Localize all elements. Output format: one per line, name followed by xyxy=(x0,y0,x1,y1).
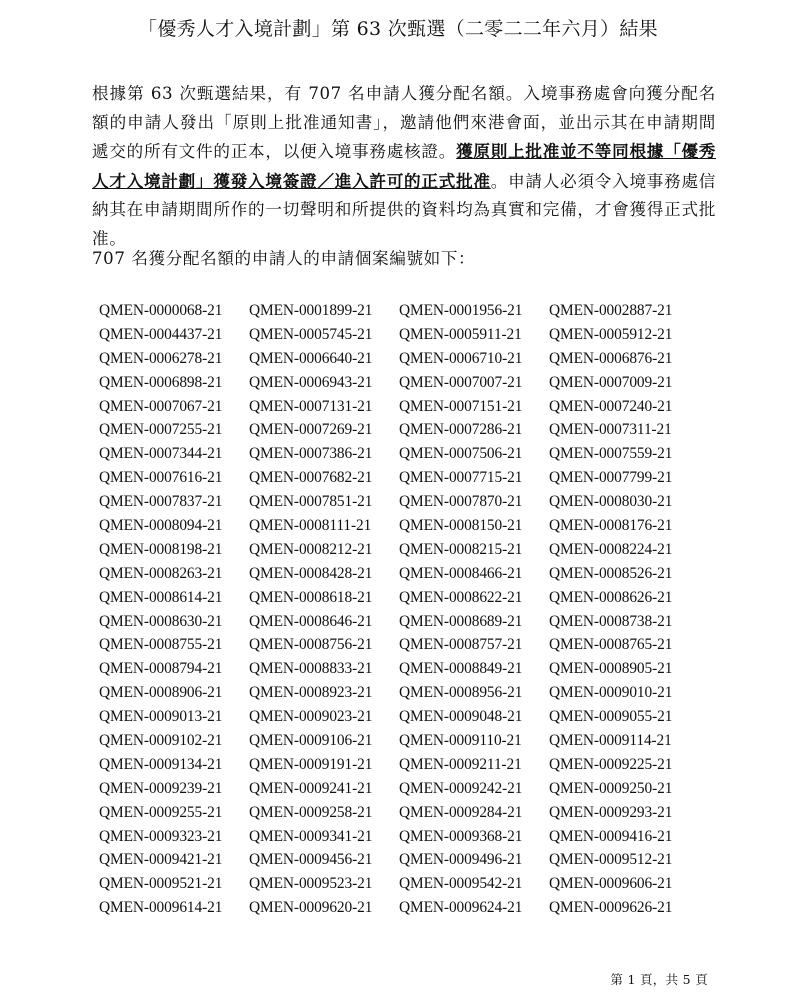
application-number: QMEN-0007616-21 xyxy=(99,469,223,487)
application-number: QMEN-0009284-21 xyxy=(399,803,523,821)
application-number: QMEN-0009606-21 xyxy=(549,875,673,893)
application-number: QMEN-0007386-21 xyxy=(249,445,373,463)
application-number: QMEN-0006640-21 xyxy=(249,349,373,367)
application-number: QMEN-0007240-21 xyxy=(549,397,673,415)
application-number: QMEN-0008212-21 xyxy=(249,540,373,558)
application-number: QMEN-0008689-21 xyxy=(399,612,523,630)
application-number: QMEN-0005912-21 xyxy=(549,325,673,343)
application-number: QMEN-0008765-21 xyxy=(549,636,673,654)
application-number: QMEN-0007255-21 xyxy=(99,421,223,439)
application-number: QMEN-0009110-21 xyxy=(399,732,522,750)
application-number: QMEN-0009523-21 xyxy=(249,875,373,893)
application-number: QMEN-0009542-21 xyxy=(399,875,523,893)
paragraph-text-end: 。申請人必須令入境事務處信納其在申請期間所作的一切聲明和所提供的資料均為真實和完備，才會獲得正式批准。 xyxy=(92,171,716,248)
application-number: QMEN-0009456-21 xyxy=(249,851,373,869)
body-paragraph xyxy=(92,80,716,253)
application-number: QMEN-0006278-21 xyxy=(99,349,223,367)
application-number: QMEN-0008794-21 xyxy=(99,660,223,678)
application-number: QMEN-0007559-21 xyxy=(549,445,673,463)
application-number: QMEN-0009106-21 xyxy=(249,732,373,750)
application-number: QMEN-0009239-21 xyxy=(99,779,223,797)
application-number: QMEN-0007131-21 xyxy=(249,397,373,415)
paragraph-text: 根據第 63 次甄選結果，有 707 名申請人獲分配名額。入境事務處會向獲分配名額的申請人發出「原則上批准通知書」，邀請他們來港會面，並出示其在申請期間遞交的所有文件的正本，以便入境事務處核證。 xyxy=(92,84,716,161)
application-number: QMEN-0007286-21 xyxy=(399,421,523,439)
application-number: QMEN-0007344-21 xyxy=(99,445,223,463)
application-number: QMEN-0008618-21 xyxy=(249,588,373,606)
application-number: QMEN-0005911-21 xyxy=(399,325,522,343)
application-number: QMEN-0008428-21 xyxy=(249,564,373,582)
application-number: QMEN-0007870-21 xyxy=(399,493,523,511)
application-number: QMEN-0007682-21 xyxy=(249,469,373,487)
application-number: QMEN-0008906-21 xyxy=(99,684,223,702)
application-number: QMEN-0008150-21 xyxy=(399,517,523,535)
application-number: QMEN-0009023-21 xyxy=(249,708,373,726)
application-number: QMEN-0009250-21 xyxy=(549,779,673,797)
application-number: QMEN-0000068-21 xyxy=(99,302,223,319)
application-number: QMEN-0006710-21 xyxy=(399,349,523,367)
application-number: QMEN-0007269-21 xyxy=(249,421,373,439)
application-number: QMEN-0006898-21 xyxy=(99,373,223,391)
application-number: QMEN-0008224-21 xyxy=(549,540,673,558)
application-number: QMEN-0007007-21 xyxy=(399,373,523,391)
application-number: QMEN-0007715-21 xyxy=(399,469,523,487)
application-number: QMEN-0009421-21 xyxy=(99,851,223,869)
application-number: QMEN-0009225-21 xyxy=(549,755,673,773)
application-number: QMEN-0008626-21 xyxy=(549,588,673,606)
application-number: QMEN-0007067-21 xyxy=(99,397,223,415)
page-number: 第 1 頁，共 5 頁 xyxy=(610,972,708,987)
application-number: QMEN-0008646-21 xyxy=(249,612,373,630)
application-number: QMEN-0006876-21 xyxy=(549,349,673,367)
application-number: QMEN-0008757-21 xyxy=(399,636,523,654)
application-number: QMEN-0009191-21 xyxy=(249,755,373,773)
application-number: QMEN-0004437-21 xyxy=(99,325,223,343)
application-number: QMEN-0009241-21 xyxy=(249,779,373,797)
application-number: QMEN-0008094-21 xyxy=(99,517,223,535)
application-number: QMEN-0006943-21 xyxy=(249,373,373,391)
application-number: QMEN-0009341-21 xyxy=(249,827,373,845)
application-number: QMEN-0009624-21 xyxy=(399,899,523,917)
application-number: QMEN-0009055-21 xyxy=(549,708,673,726)
application-number: QMEN-0009134-21 xyxy=(99,755,223,773)
application-number: QMEN-0008956-21 xyxy=(399,684,523,702)
application-number: QMEN-0007799-21 xyxy=(549,469,673,487)
application-number: QMEN-0008111-21 xyxy=(249,517,372,535)
application-number: QMEN-0007851-21 xyxy=(249,493,373,511)
application-number: QMEN-0009010-21 xyxy=(549,684,673,702)
application-number: QMEN-0008738-21 xyxy=(549,612,673,630)
application-number: QMEN-0008622-21 xyxy=(399,588,523,606)
application-number: QMEN-0009013-21 xyxy=(99,708,223,726)
application-number: QMEN-0008755-21 xyxy=(99,636,223,654)
application-number: QMEN-0008756-21 xyxy=(249,636,373,654)
application-number-grid xyxy=(99,302,699,923)
application-number: QMEN-0002887-21 xyxy=(549,302,673,319)
application-number: QMEN-0009048-21 xyxy=(399,708,523,726)
application-number: QMEN-0001956-21 xyxy=(399,302,523,319)
application-number: QMEN-0008905-21 xyxy=(549,660,673,678)
application-number: QMEN-0008215-21 xyxy=(399,540,523,558)
application-number: QMEN-0009255-21 xyxy=(99,803,223,821)
application-number: QMEN-0007009-21 xyxy=(549,373,673,391)
application-number: QMEN-0009293-21 xyxy=(549,803,673,821)
application-number: QMEN-0007311-21 xyxy=(549,421,672,439)
document-title: 「優秀人才入境計劃」第 63 次甄選（二零二二年六月）結果 xyxy=(138,18,658,40)
application-number: QMEN-0008466-21 xyxy=(399,564,523,582)
application-number: QMEN-0009496-21 xyxy=(399,851,523,869)
application-number: QMEN-0009242-21 xyxy=(399,779,523,797)
application-number: QMEN-0008176-21 xyxy=(549,517,673,535)
application-number: QMEN-0009211-21 xyxy=(399,755,522,773)
application-number: QMEN-0008849-21 xyxy=(399,660,523,678)
application-number: QMEN-0009323-21 xyxy=(99,827,223,845)
application-number: QMEN-0007837-21 xyxy=(99,493,223,511)
application-number: QMEN-0007506-21 xyxy=(399,445,523,463)
list-intro: 707 名獲分配名額的申請人的申請個案編號如下： xyxy=(92,249,476,268)
application-number: QMEN-0008614-21 xyxy=(99,588,223,606)
application-number: QMEN-0008923-21 xyxy=(249,684,373,702)
application-number: QMEN-0008030-21 xyxy=(549,493,673,511)
application-number: QMEN-0009416-21 xyxy=(549,827,673,845)
paragraph-emphasis: 獲原則上批准並不等同根據「優秀人才入境計劃」獲發入境簽證／進入許可的正式批准 xyxy=(92,141,716,191)
application-number: QMEN-0009368-21 xyxy=(399,827,523,845)
application-number: QMEN-0009614-21 xyxy=(99,899,223,917)
application-number: QMEN-0008198-21 xyxy=(99,540,223,558)
application-number: QMEN-0008833-21 xyxy=(249,660,373,678)
application-number: QMEN-0001899-21 xyxy=(249,302,373,319)
application-number: QMEN-0009512-21 xyxy=(549,851,673,869)
application-number: QMEN-0009626-21 xyxy=(549,899,673,917)
application-number: QMEN-0007151-21 xyxy=(399,397,523,415)
application-number: QMEN-0008630-21 xyxy=(99,612,223,630)
application-number: QMEN-0009258-21 xyxy=(249,803,373,821)
application-number: QMEN-0009620-21 xyxy=(249,899,373,917)
application-number: QMEN-0009114-21 xyxy=(549,732,672,750)
application-number: QMEN-0005745-21 xyxy=(249,325,373,343)
application-number: QMEN-0009102-21 xyxy=(99,732,223,750)
application-number: QMEN-0008263-21 xyxy=(99,564,223,582)
application-number: QMEN-0009521-21 xyxy=(99,875,223,893)
application-number: QMEN-0008526-21 xyxy=(549,564,673,582)
